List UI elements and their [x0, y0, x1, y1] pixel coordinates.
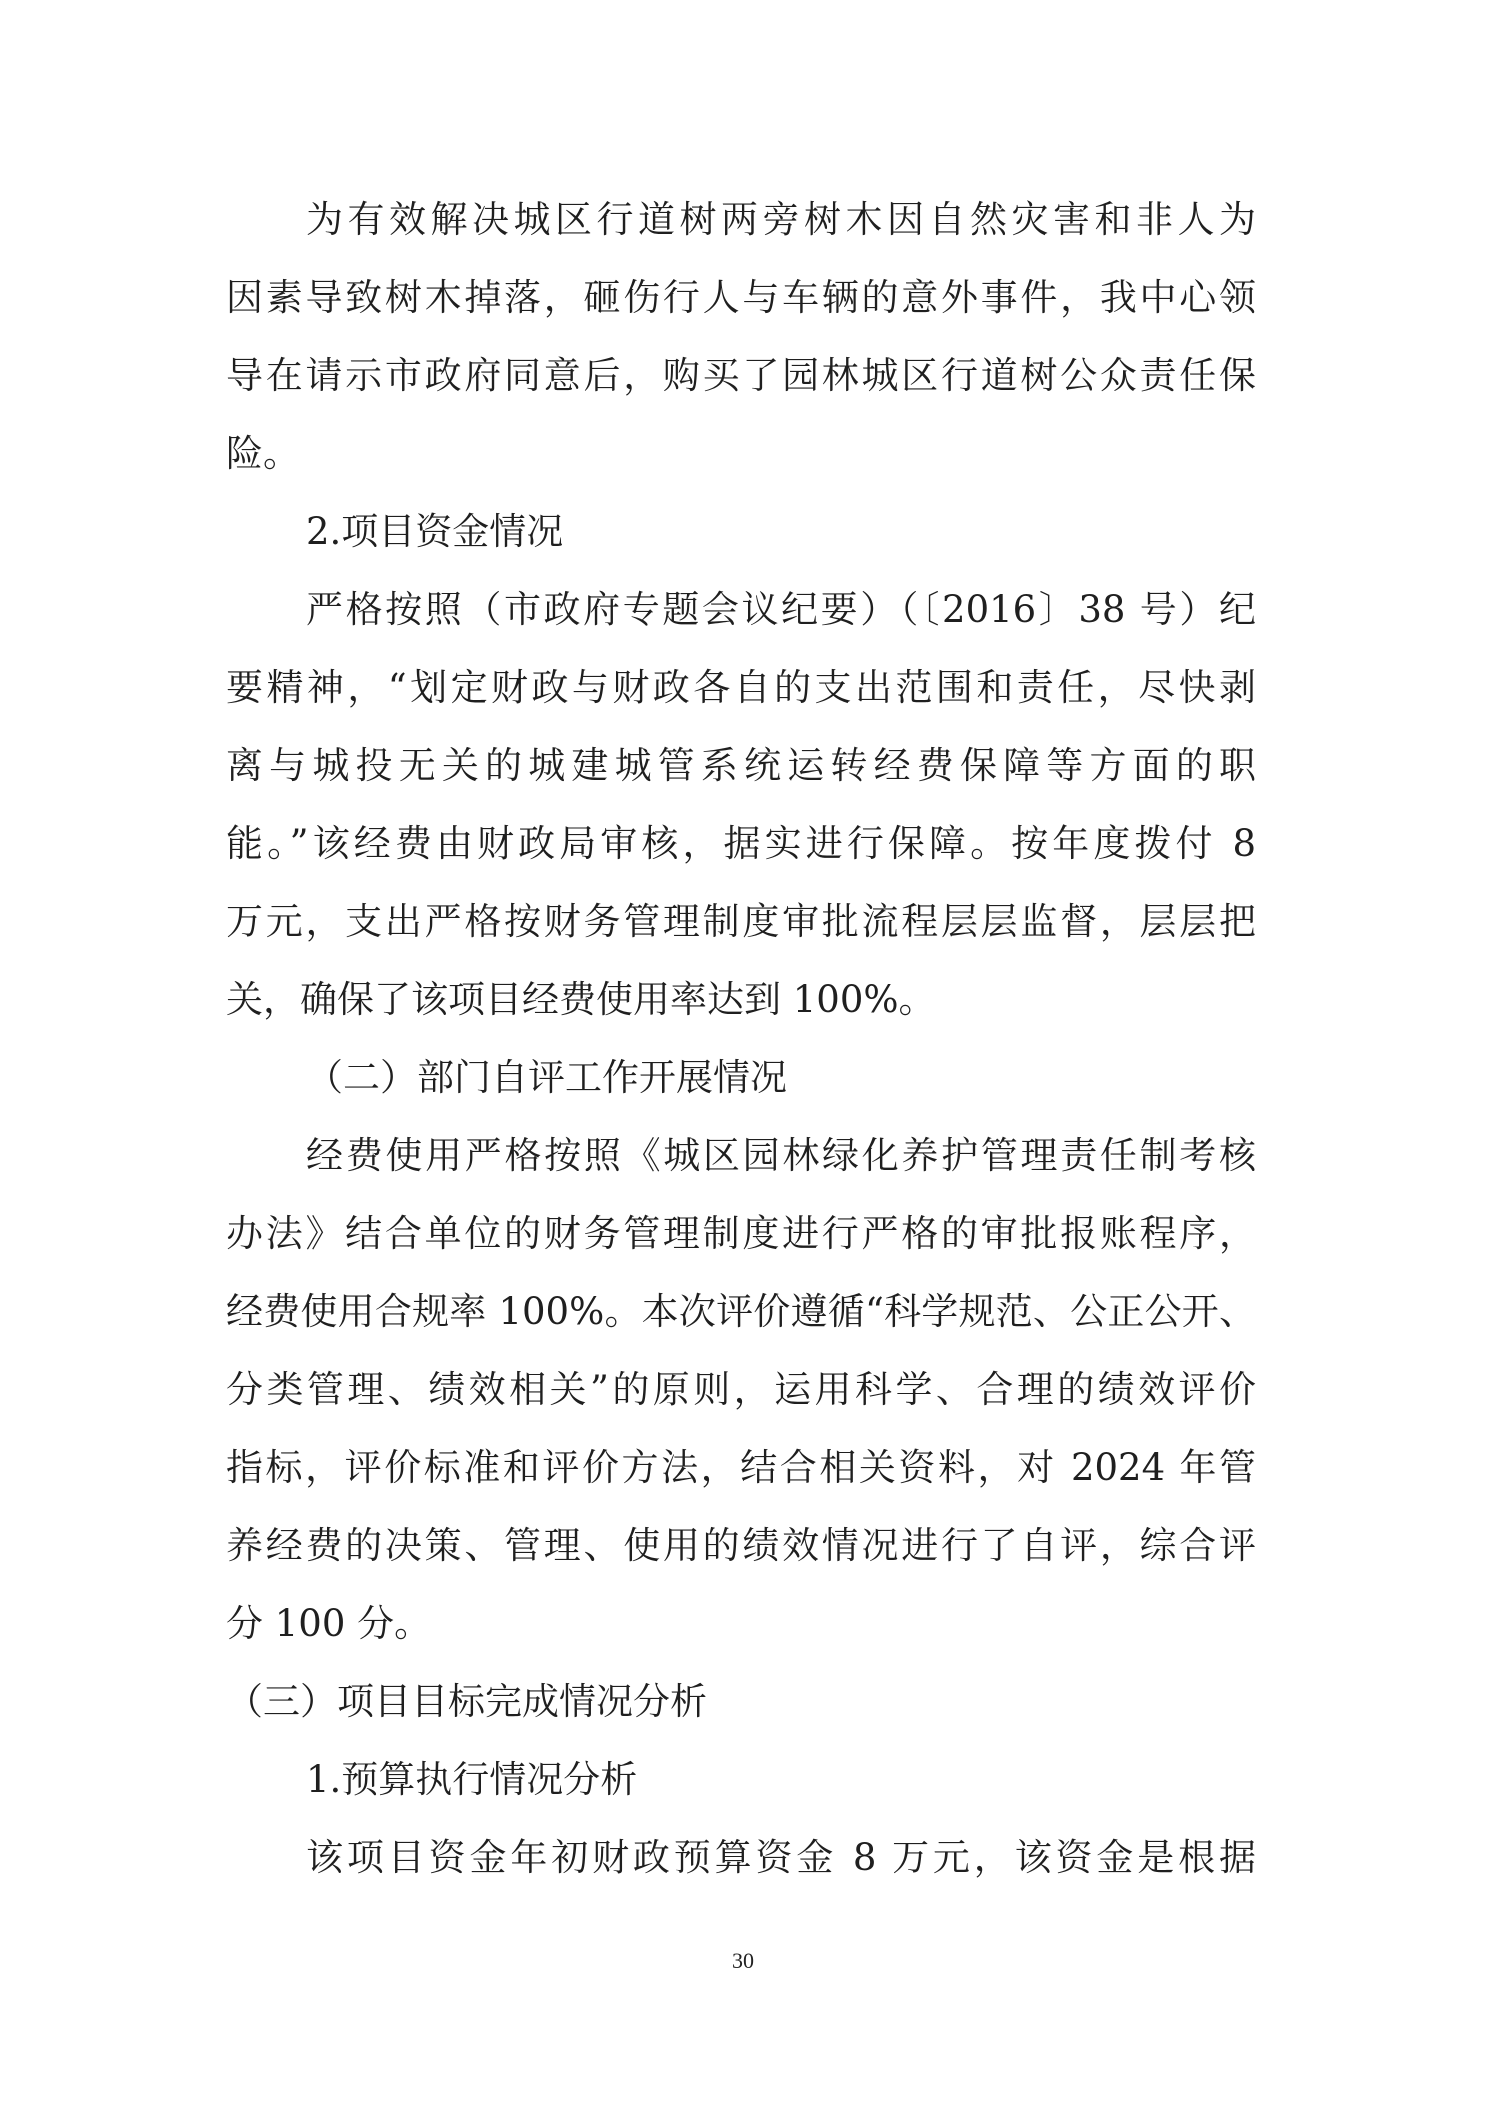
paragraph-line: 严格按照（市政府专题会议纪要）（〔2016〕38 号）纪	[306, 588, 1256, 631]
section-heading: （二）部门自评工作开展情况	[306, 1056, 787, 1099]
paragraph-line: 关，确保了该项目经费使用率达到 100%。	[226, 978, 936, 1021]
paragraph-line: 离与城投无关的城建城管系统运转经费保障等方面的职	[226, 744, 1256, 787]
paragraph-line: 分类管理、绩效相关”的原则，运用科学、合理的绩效评价	[226, 1368, 1256, 1411]
paragraph-line: 要精神，“划定财政与财政各自的支出范围和责任，尽快剥	[226, 666, 1256, 709]
paragraph-line: 养经费的决策、管理、使用的绩效情况进行了自评，综合评	[226, 1524, 1256, 1567]
paragraph-line: 因素导致树木掉落，砸伤行人与车辆的意外事件，我中心领	[226, 276, 1256, 319]
paragraph-line: 该项目资金年初财政预算资金 8 万元，该资金是根据	[306, 1836, 1256, 1879]
paragraph-line: 经费使用严格按照《城区园林绿化养护管理责任制考核	[306, 1134, 1256, 1177]
paragraph-line: 分 100 分。	[226, 1602, 432, 1645]
subsection-heading: 2.项目资金情况	[306, 510, 564, 553]
paragraph-line: 险。	[226, 432, 300, 475]
paragraph-line: 万元，支出严格按财务管理制度审批流程层层监督，层层把	[226, 900, 1256, 943]
section-heading: （三）项目目标完成情况分析	[226, 1680, 707, 1723]
paragraph-line: 指标，评价标准和评价方法，结合相关资料，对 2024 年管	[226, 1446, 1256, 1489]
page-number: 30	[732, 1948, 754, 1973]
paragraph-line: 办法》结合单位的财务管理制度进行严格的审批报账程序，	[226, 1212, 1256, 1255]
subsection-heading: 1.预算执行情况分析	[306, 1758, 638, 1801]
paragraph-line: 经费使用合规率 100%。本次评价遵循“科学规范、公正公开、	[226, 1290, 1256, 1333]
paragraph-line: 导在请示市政府同意后，购买了园林城区行道树公众责任保	[226, 354, 1256, 397]
paragraph-line: 为有效解决城区行道树两旁树木因自然灾害和非人为	[306, 198, 1256, 241]
paragraph-line: 能。”该经费由财政局审核，据实进行保障。按年度拨付 8	[226, 822, 1256, 865]
